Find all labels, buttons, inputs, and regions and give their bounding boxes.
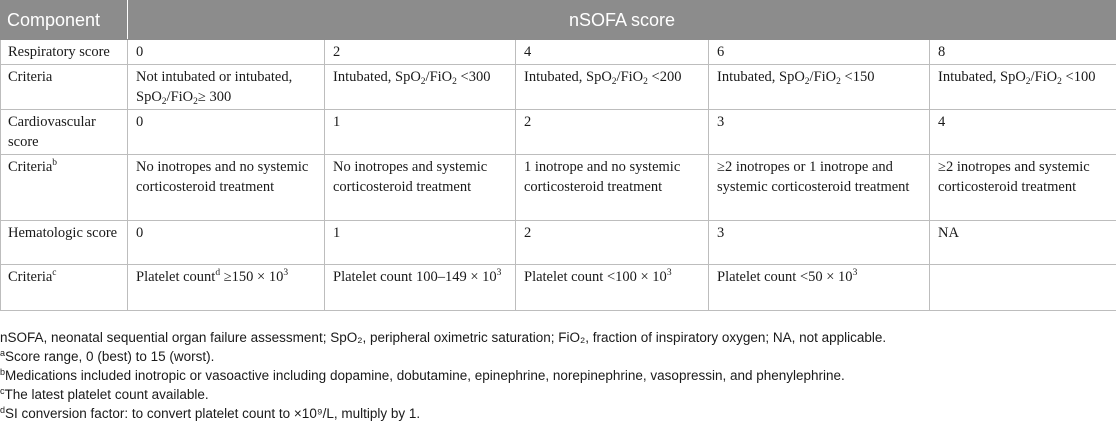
table-row-cardiovascular-criteria (1, 155, 1116, 221)
table-cell: 2 (516, 221, 709, 265)
header-nsofa-score: nSOFA score (128, 1, 1116, 40)
table-footnotes (0, 328, 886, 423)
table-cell: 2 (325, 40, 516, 65)
table-cell: 1 (325, 110, 516, 155)
table-cell: Intubated, SpO$_2$/FiO$_2$ <200 (516, 65, 709, 110)
table-cell (930, 265, 1116, 311)
table-cell: 0 (128, 40, 325, 65)
table-cell: Platelet count $<50 \times 10^3$ (709, 265, 930, 311)
table-cell: 4 (930, 110, 1116, 155)
row-label: Hematologic score (1, 221, 128, 265)
header-component: Component (1, 1, 128, 40)
row-label: Respiratory score (1, 40, 128, 65)
table-cell: Platelet count $<100 \times 10^3$ (516, 265, 709, 311)
table-cell: Not intubated or intubated, SpO$_2$/FiO$_2$≥ 300 (128, 65, 325, 110)
table-cell: No inotropes and systemic corticosteroid treatment (325, 155, 516, 221)
table-cell: 3 (709, 221, 930, 265)
footnote-b: $^b$Medications included inotropic or vasoactive including dopamine, dobutamine, epinephrine, norepinephrine, vasopressin, and phenylephrine. (0, 367, 845, 383)
row-label: Criteria$^b$ (1, 155, 128, 221)
table-cell: Platelet count$^d$ $\ge 150 \times 10^3$ (128, 265, 325, 311)
table-cell: No inotropes and no systemic corticosteroid treatment (128, 155, 325, 221)
table-cell: 0 (128, 110, 325, 155)
table-row-hematologic-criteria (1, 265, 1116, 311)
footnote-marker: b (52, 158, 58, 168)
table-cell: Intubated, SpO$_2$/FiO$_2$ <300 (325, 65, 516, 110)
table-cell: 3 (709, 110, 930, 155)
row-label: Criteria (1, 65, 128, 110)
table-cell: Intubated, SpO$_2$/FiO$_2$ <150 (709, 65, 930, 110)
table-cell: NA (930, 221, 1116, 265)
footnote-marker: c (52, 268, 57, 278)
table-cell: Platelet count $100-149 \times 10^3$ (325, 265, 516, 311)
table-header-row (1, 1, 1116, 40)
table-cell: ≥2 inotropes and systemic corticosteroid treatment (930, 155, 1116, 221)
footnote-d: $^d$SI conversion factor: to convert platelet count to ×10⁹/L, multiply by 1. (0, 405, 421, 421)
footnote-a: $^a$Score range, 0 (best) to 15 (worst). (0, 348, 215, 364)
table-cell: 0 (128, 221, 325, 265)
table-cell: 4 (516, 40, 709, 65)
table-cell: 8 (930, 40, 1116, 65)
row-label: Criteria$^c$ (1, 265, 128, 311)
table-cell: 2 (516, 110, 709, 155)
table-cell: 6 (709, 40, 930, 65)
table-cell: ≥2 inotropes or 1 inotrope and systemic corticosteroid treatment (709, 155, 930, 221)
table-row-respiratory-criteria (1, 65, 1116, 110)
table-cell: Intubated, SpO$_2$/FiO$_2$ <100 (930, 65, 1116, 110)
footnote-abbreviations: nSOFA, neonatal sequential organ failure assessment; SpO₂, peripheral oximetric saturation; FiO₂, fraction of inspiratory oxygen; NA, not applicable. (0, 330, 887, 345)
table-cell: 1 (325, 221, 516, 265)
table-row-hematologic-score (1, 221, 1116, 265)
table-cell: 1 inotrope and no systemic corticosteroid treatment (516, 155, 709, 221)
table-row-respiratory-score (1, 40, 1116, 65)
row-label: Cardiovascular score (1, 110, 128, 155)
table-row-cardiovascular-score (1, 110, 1116, 155)
footnote-c: $^c$The latest platelet count available. (0, 386, 209, 402)
